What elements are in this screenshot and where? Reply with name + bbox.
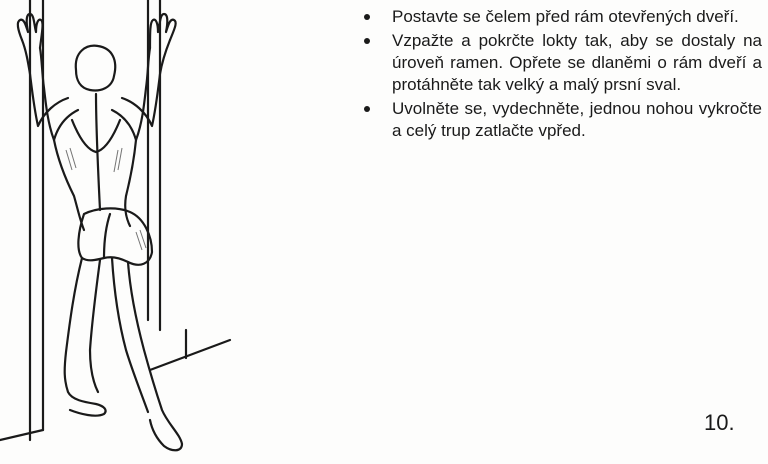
left-leg	[65, 258, 106, 416]
page-number: 10.	[704, 410, 735, 435]
bullet-dot	[364, 106, 370, 112]
man-door-frame-drawing	[0, 0, 300, 464]
right-leg	[128, 262, 182, 450]
instruction-item	[352, 98, 762, 142]
instruction-text: Vzpažte a pokrčte lokty tak, aby se dostaly na úroveň ramen. Opřete se dlaněmi o rám dveří a protáhněte tak velký a malý prsní sval.	[392, 31, 762, 94]
floor-line-left	[0, 430, 43, 440]
instruction-item	[352, 30, 762, 96]
torso-left-side	[54, 140, 84, 230]
instruction-text: Uvolněte se, vydechněte, jednou nohou vykročte a celý trup zatlačte vpřed.	[392, 99, 762, 140]
shorts-seam	[104, 214, 110, 258]
bullet-dot	[364, 14, 370, 20]
stretch-illustration	[0, 0, 300, 464]
shorts	[78, 208, 152, 264]
instruction-text: Postavte se čelem před rám otevřených dveří.	[392, 7, 739, 26]
floor-line-right	[150, 340, 230, 370]
instruction-list	[352, 6, 762, 144]
bullet-dot	[364, 38, 370, 44]
left-leg-inner	[90, 260, 100, 392]
head-outline	[76, 46, 115, 91]
right-hand	[150, 14, 176, 48]
left-arm-inner	[40, 48, 78, 140]
instruction-item	[352, 6, 762, 28]
